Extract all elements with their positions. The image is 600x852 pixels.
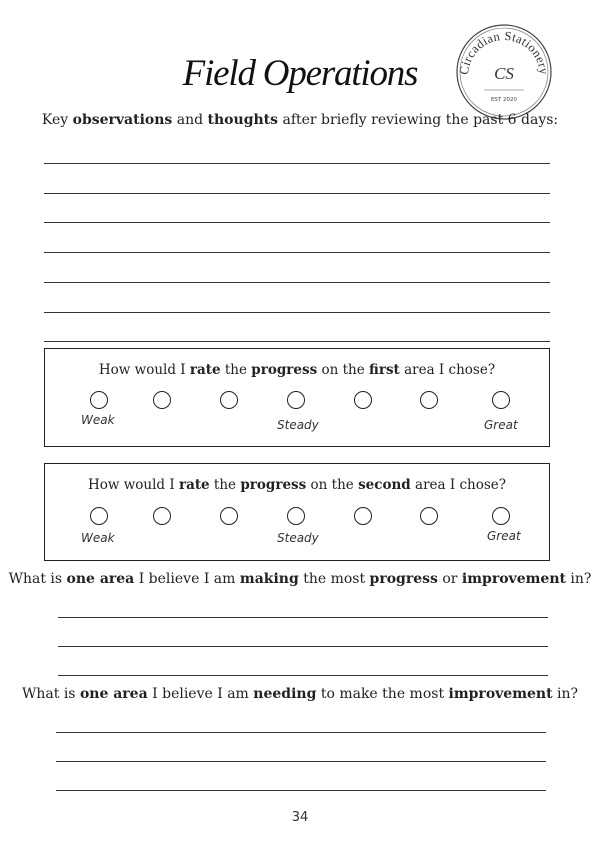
scale-label-great: Great	[487, 529, 521, 543]
observations-prompt: Key observations and thoughts after briefly reviewing the past 6 days:	[41, 112, 559, 128]
writing-line[interactable]	[44, 282, 550, 283]
rating-option-6[interactable]	[420, 507, 438, 525]
rating-option-5[interactable]	[354, 391, 372, 409]
writing-line[interactable]	[56, 761, 546, 762]
writing-line[interactable]	[44, 222, 550, 223]
logo-established: EST 2020	[490, 97, 518, 103]
writing-line[interactable]	[58, 675, 548, 676]
rating-option-2[interactable]	[153, 507, 171, 525]
writing-line[interactable]	[58, 617, 548, 618]
writing-line[interactable]	[44, 252, 550, 253]
rating-question-second: How would I rate the progress on the second area I chose?	[87, 477, 507, 493]
writing-line[interactable]	[56, 790, 546, 791]
writing-line[interactable]	[44, 312, 550, 313]
page-number: 34	[291, 810, 309, 825]
scale-label-great: Great	[484, 418, 518, 432]
scale-label-weak: Weak	[81, 413, 115, 427]
scale-label-weak: Weak	[81, 531, 115, 545]
scale-label-steady: Steady	[277, 418, 319, 432]
writing-line[interactable]	[58, 646, 548, 647]
rating-option-5[interactable]	[354, 507, 372, 525]
rating-option-7[interactable]	[492, 507, 510, 525]
rating-option-4[interactable]	[287, 507, 305, 525]
rating-option-1[interactable]	[90, 507, 108, 525]
question-improvement-area: What is one area I believe I am needing to make the most improvement in?	[21, 686, 579, 702]
brand-logo	[454, 22, 554, 122]
writing-line[interactable]	[44, 193, 550, 194]
writing-line[interactable]	[44, 341, 550, 342]
rating-question-first: How would I rate the progress on the first area I chose?	[98, 362, 496, 378]
rating-option-3[interactable]	[220, 391, 238, 409]
rating-option-2[interactable]	[153, 391, 171, 409]
rating-option-7[interactable]	[492, 391, 510, 409]
question-progress-area: What is one area I believe I am making the most progress or improvement in?	[8, 571, 592, 587]
writing-line[interactable]	[56, 732, 546, 733]
page-title: Field Operations	[182, 53, 418, 94]
rating-option-1[interactable]	[90, 391, 108, 409]
rating-box-second	[44, 463, 550, 561]
logo-brand-text: Circadian Stationery	[456, 28, 552, 76]
rating-option-6[interactable]	[420, 391, 438, 409]
scale-label-steady: Steady	[277, 531, 319, 545]
logo-monogram: CS	[494, 64, 514, 83]
rating-option-3[interactable]	[220, 507, 238, 525]
rating-box-first	[44, 348, 550, 447]
writing-line[interactable]	[44, 163, 550, 164]
rating-option-4[interactable]	[287, 391, 305, 409]
